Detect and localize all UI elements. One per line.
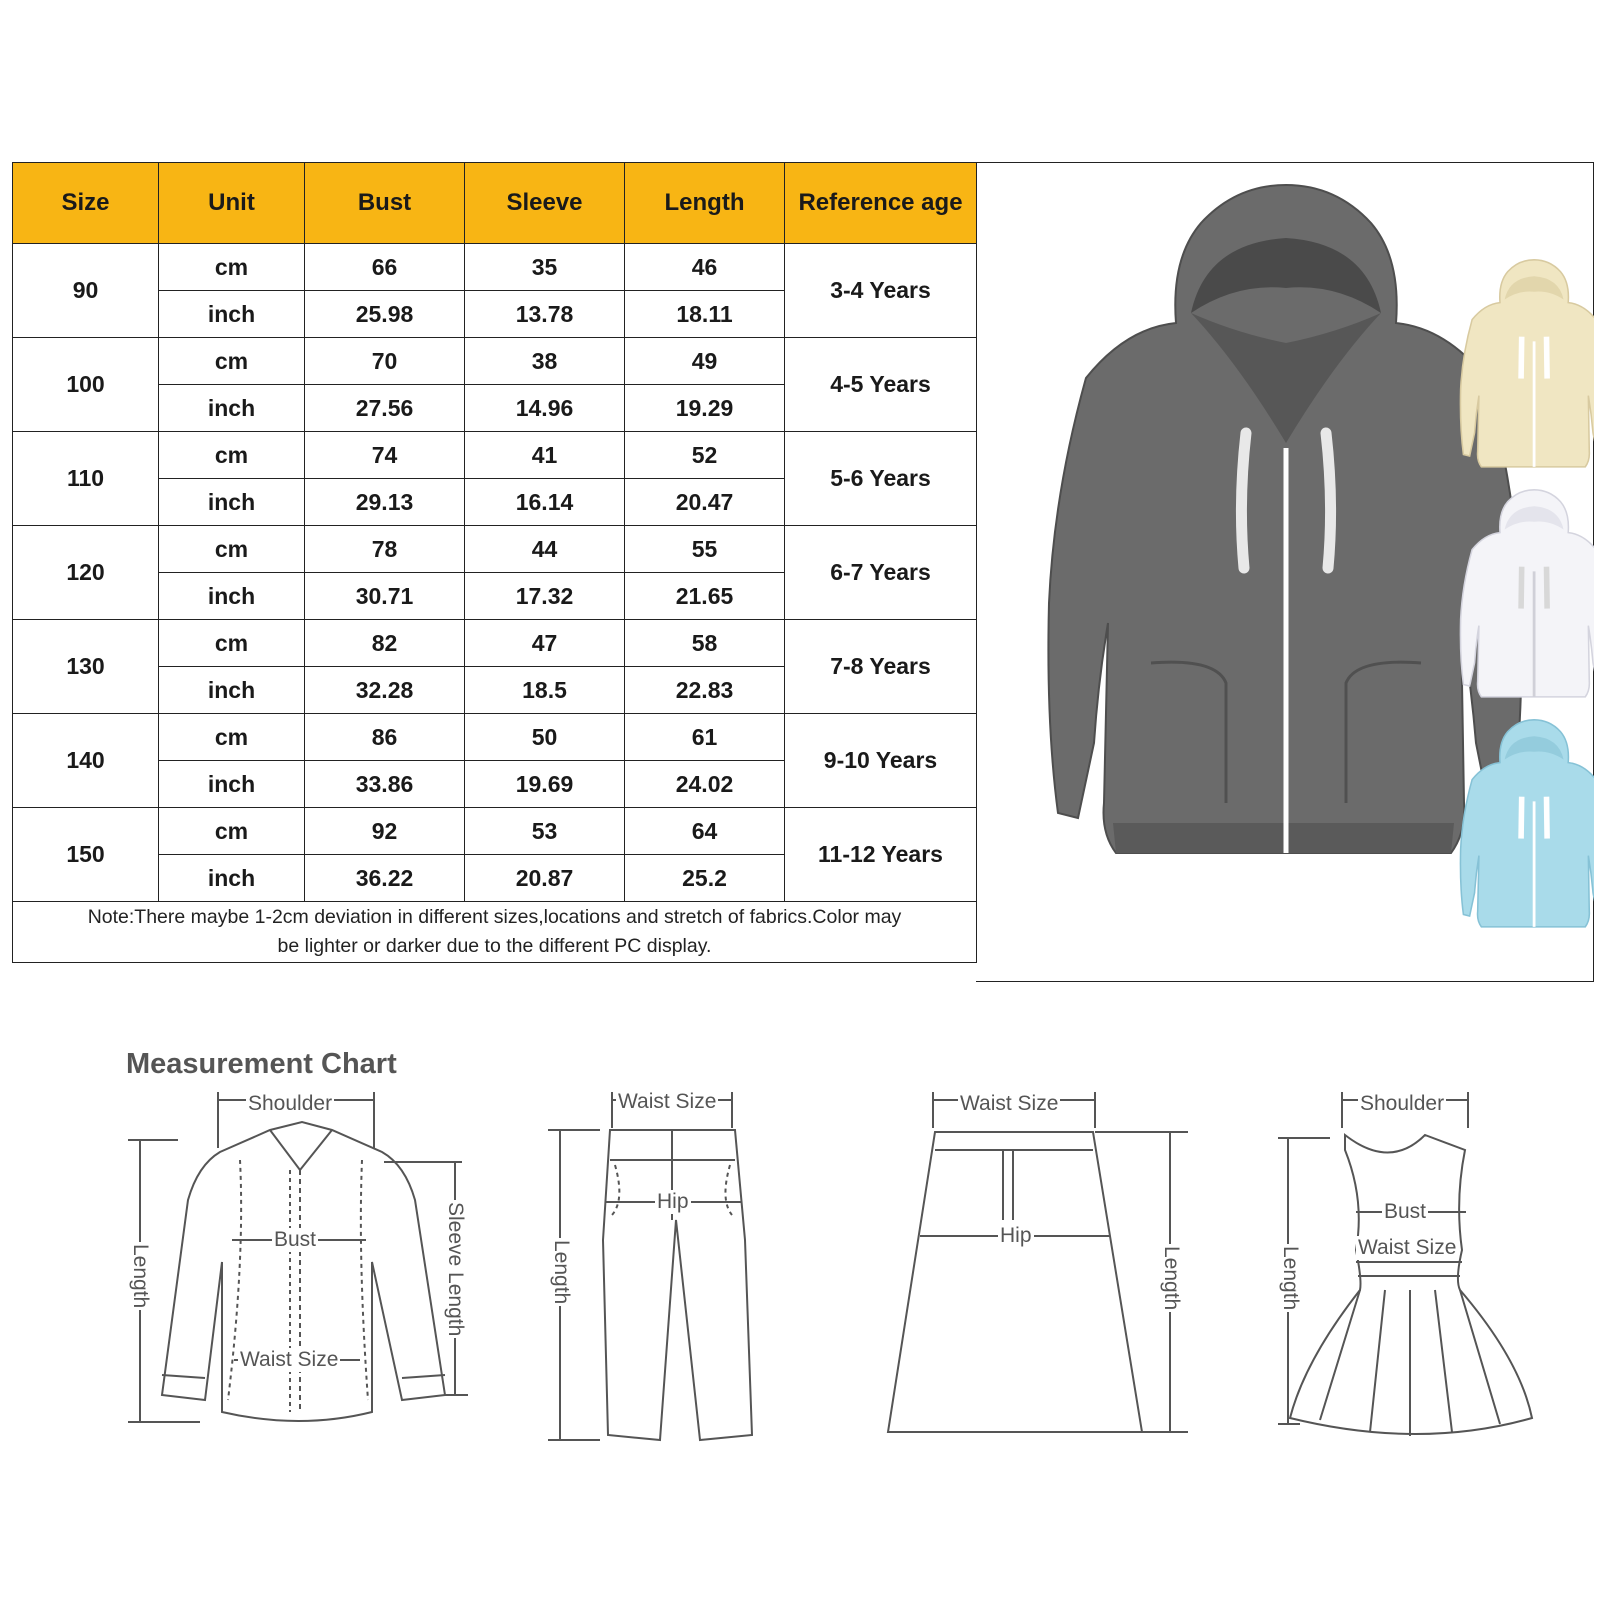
measurement-cell: 29.13	[305, 479, 465, 526]
measurement-cell: 27.56	[305, 385, 465, 432]
measurement-cell: 22.83	[625, 667, 785, 714]
note-line-1: Note:There maybe 1-2cm deviation in different sizes,locations and stretch of fabrics.Color may	[87, 906, 902, 928]
measurement-cell: 64	[625, 808, 785, 855]
measurement-cell: 49	[625, 338, 785, 385]
measurement-cell: 92	[305, 808, 465, 855]
dress-length-label: Length	[1279, 1246, 1302, 1311]
measurement-cell: 18.11	[625, 291, 785, 338]
unit-cell: inch	[159, 573, 305, 620]
skirt-waist-label: Waist Size	[960, 1092, 1059, 1115]
measurement-cell: 20.47	[625, 479, 785, 526]
measurement-cell: 50	[465, 714, 625, 761]
reference-age-cell: 9-10 Years	[785, 714, 977, 808]
pants-hip-label: Hip	[657, 1190, 689, 1213]
pants-waist-label: Waist Size	[618, 1090, 717, 1113]
measurement-cell: 38	[465, 338, 625, 385]
column-header-reference-age: Reference age	[785, 163, 977, 244]
measurement-cell: 74	[305, 432, 465, 479]
measurement-cell: 55	[625, 526, 785, 573]
reference-age-cell: 3-4 Years	[785, 244, 977, 338]
shirt-waist-label: Waist Size	[240, 1348, 339, 1371]
measurement-cell: 46	[625, 244, 785, 291]
reference-age-cell: 11-12 Years	[785, 808, 977, 902]
measurement-cell: 20.87	[465, 855, 625, 902]
measurement-cell: 86	[305, 714, 465, 761]
measurement-cell: 47	[465, 620, 625, 667]
size-cell: 120	[13, 526, 159, 620]
measurement-cell: 82	[305, 620, 465, 667]
unit-cell: cm	[159, 526, 305, 573]
skirt-hip-label: Hip	[1000, 1224, 1032, 1247]
measurement-cell: 14.96	[465, 385, 625, 432]
measurement-cell: 30.71	[305, 573, 465, 620]
column-header-sleeve: Sleeve	[465, 163, 625, 244]
note-line-2: be lighter or darker due to the different PC display.	[277, 935, 712, 957]
size-cell: 110	[13, 432, 159, 526]
column-header-bust: Bust	[305, 163, 465, 244]
measurement-cell: 25.2	[625, 855, 785, 902]
size-cell: 130	[13, 620, 159, 714]
measurement-cell: 53	[465, 808, 625, 855]
shirt-diagram	[128, 1092, 468, 1422]
dress-diagram	[1278, 1092, 1532, 1436]
unit-cell: inch	[159, 385, 305, 432]
unit-cell: cm	[159, 714, 305, 761]
measurement-chart-title: Measurement Chart	[126, 1048, 397, 1080]
column-header-size: Size	[13, 163, 159, 244]
unit-cell: cm	[159, 620, 305, 667]
measurement-cell: 52	[625, 432, 785, 479]
measurement-cell: 41	[465, 432, 625, 479]
measurement-cell: 18.5	[465, 667, 625, 714]
dress-shoulder-label: Shoulder	[1360, 1092, 1445, 1115]
measurement-cell: 78	[305, 526, 465, 573]
reference-age-cell: 5-6 Years	[785, 432, 977, 526]
reference-age-cell: 4-5 Years	[785, 338, 977, 432]
measurement-cell: 25.98	[305, 291, 465, 338]
reference-age-cell: 7-8 Years	[785, 620, 977, 714]
measurement-cell: 44	[465, 526, 625, 573]
size-cell: 140	[13, 714, 159, 808]
measurement-cell: 17.32	[465, 573, 625, 620]
measurement-cell: 58	[625, 620, 785, 667]
pants-diagram	[548, 1092, 752, 1440]
dress-waist-label: Waist Size	[1358, 1236, 1457, 1259]
unit-cell: cm	[159, 808, 305, 855]
column-header-unit: Unit	[159, 163, 305, 244]
measurement-cell: 61	[625, 714, 785, 761]
skirt-length-label: Length	[1160, 1246, 1183, 1311]
size-cell: 150	[13, 808, 159, 902]
measurement-cell: 66	[305, 244, 465, 291]
unit-cell: inch	[159, 479, 305, 526]
shirt-bust-label: Bust	[274, 1228, 317, 1251]
size-cell: 90	[13, 244, 159, 338]
skirt-diagram	[888, 1092, 1188, 1432]
measurement-cell: 33.86	[305, 761, 465, 808]
reference-age-cell: 6-7 Years	[785, 526, 977, 620]
measurement-cell: 32.28	[305, 667, 465, 714]
measurement-cell: 21.65	[625, 573, 785, 620]
shirt-sleeve-length-label: Sleeve Length	[444, 1202, 467, 1337]
unit-cell: inch	[159, 761, 305, 808]
pants-length-label: Length	[550, 1240, 573, 1305]
measurement-cell: 16.14	[465, 479, 625, 526]
unit-cell: inch	[159, 855, 305, 902]
unit-cell: cm	[159, 432, 305, 479]
measurement-cell: 36.22	[305, 855, 465, 902]
unit-cell: cm	[159, 338, 305, 385]
shirt-length-label: Length	[129, 1244, 152, 1309]
dress-bust-label: Bust	[1384, 1200, 1427, 1223]
shirt-shoulder-label: Shoulder	[248, 1092, 333, 1115]
measurement-cell: 19.29	[625, 385, 785, 432]
measurement-cell: 35	[465, 244, 625, 291]
unit-cell: inch	[159, 291, 305, 338]
size-cell: 100	[13, 338, 159, 432]
unit-cell: inch	[159, 667, 305, 714]
measurement-cell: 13.78	[465, 291, 625, 338]
measurement-cell: 24.02	[625, 761, 785, 808]
measurement-cell: 70	[305, 338, 465, 385]
column-header-length: Length	[625, 163, 785, 244]
unit-cell: cm	[159, 244, 305, 291]
measurement-cell: 19.69	[465, 761, 625, 808]
